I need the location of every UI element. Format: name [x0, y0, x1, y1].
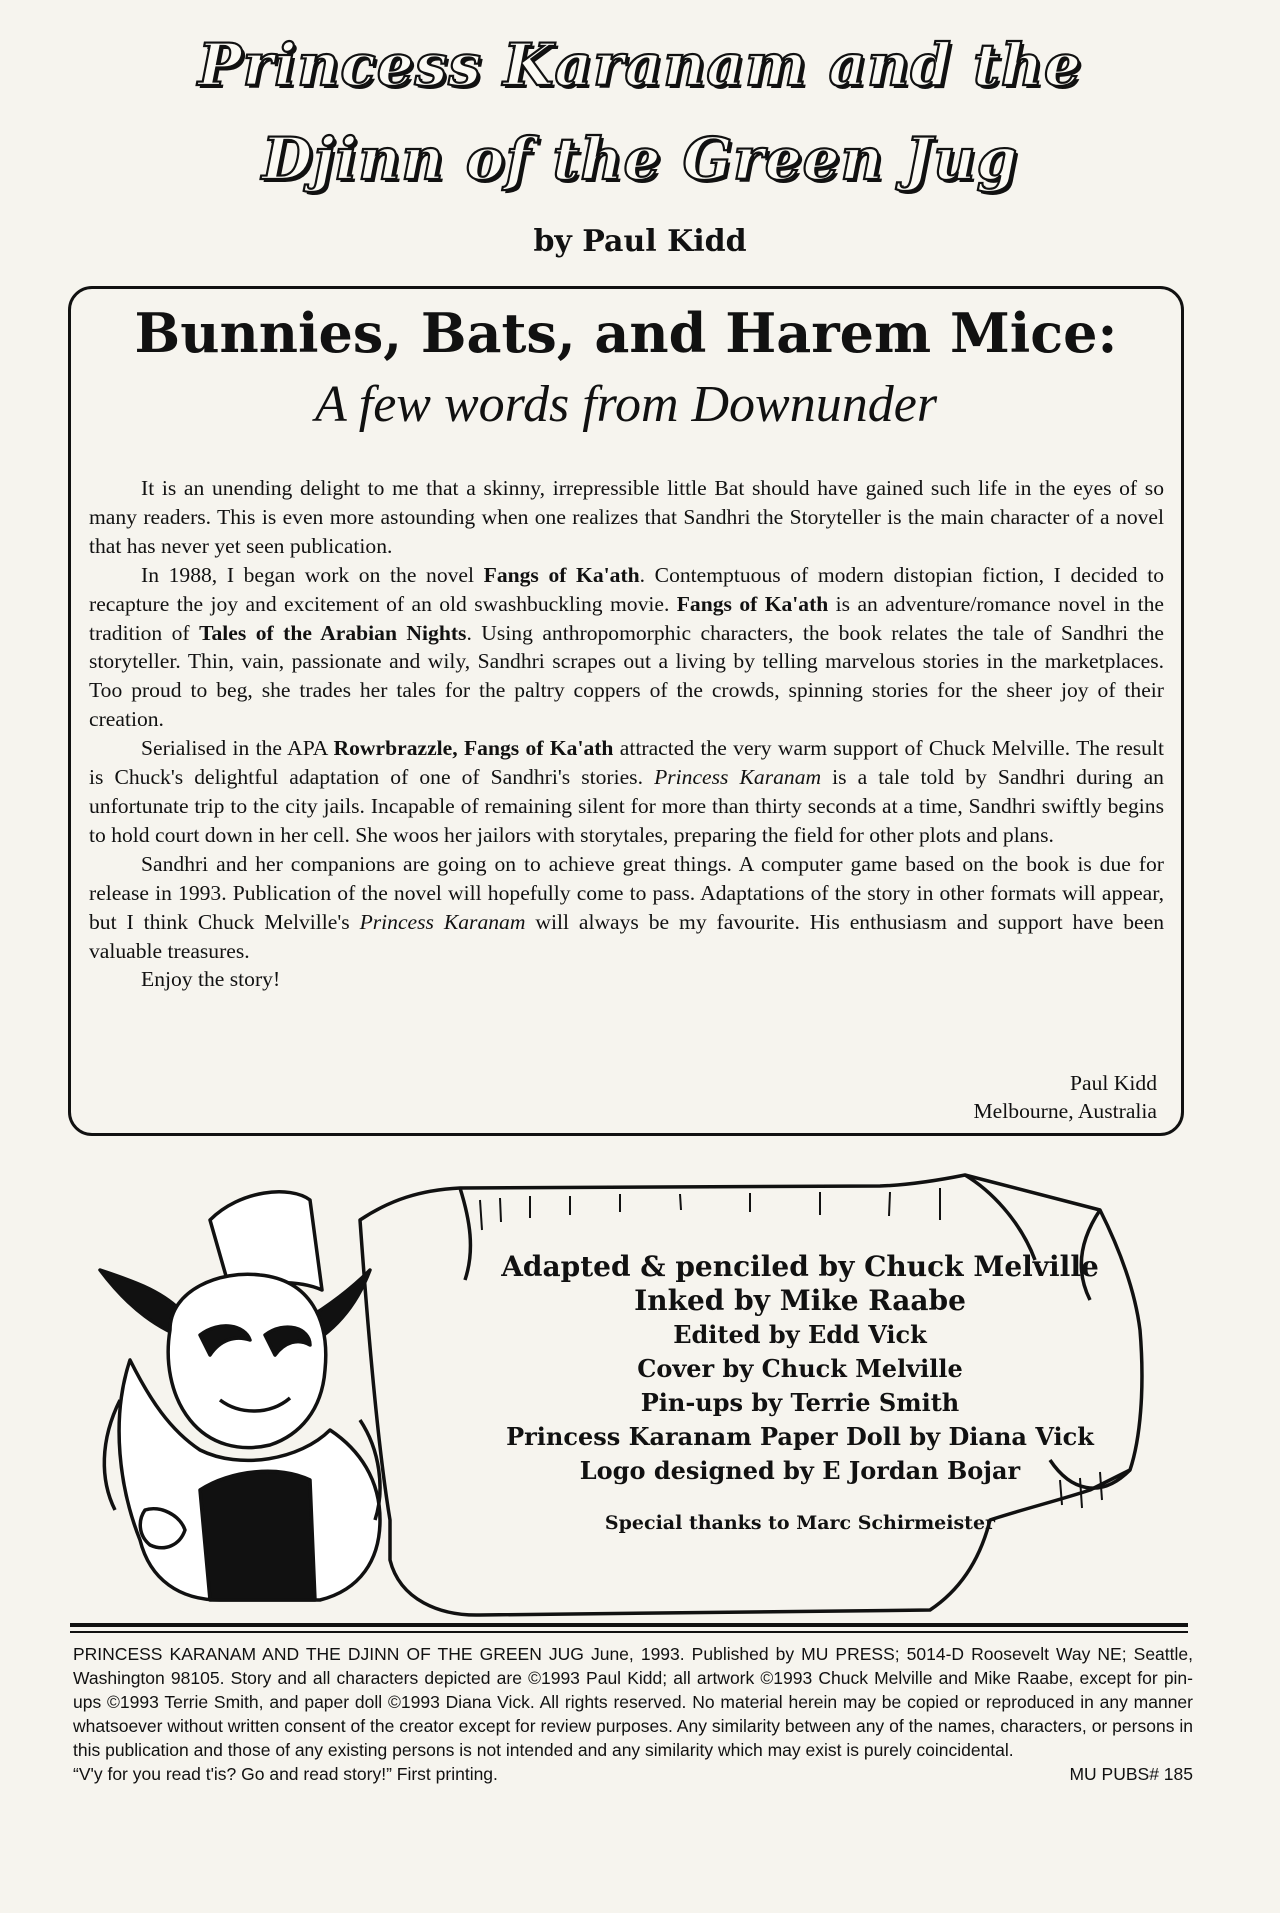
foreword-body: [89, 474, 1164, 994]
title-line-1: Princess Karanam and the: [198, 31, 1082, 99]
signature: [973, 1069, 1157, 1125]
credit-inked: Inked by Mike Raabe: [634, 1284, 966, 1317]
indicia: [73, 1642, 1193, 1786]
credit-paper-doll: Princess Karanam Paper Doll by Diana Vick: [506, 1422, 1094, 1451]
title-line-2: Djinn of the Green Jug: [261, 125, 1019, 193]
bat-character-illustration: [100, 1192, 380, 1600]
signature-place: Melbourne, Australia: [973, 1099, 1157, 1123]
divider-thin: [70, 1631, 1188, 1633]
credit-logo: Logo designed by E Jordan Bojar: [579, 1456, 1021, 1485]
indicia-tagline: “V'y for you read t'is? Go and read story!” First printing.: [73, 1764, 498, 1784]
credits-block: [470, 1250, 1130, 1540]
indicia-text: PRINCESS KARANAM AND THE DJINN OF THE GREEN JUG June, 1993. Published by MU PRESS; 5014-D Roosevelt Way NE; Seattle, Washington 98105. Story and all characters depicted are ©1993 Paul Kidd; all artwork ©1993 Chuck Melville and Mike Raabe, except for pin-ups ©1993 Terrie Smith, and paper doll ©1993 Diana Vick. All rights reserved. No material herein may be copied or reproduced in any manner whatsoever without written consent of the creator except for review purposes. Any similarity between any of the names, characters, or persons in this publication and those of any existing persons is not intended and any similarity which may exist is purely coincidental.: [73, 1644, 1193, 1760]
indicia-pub-number: MU PUBS# 185: [1069, 1764, 1193, 1784]
paragraph-2: In 1988, I began work on the novel Fangs of Ka'ath. Contemptuous of modern distopian fiction, I decided to recapture the joy and excitement of an old swashbuckling movie. Fangs of Ka'ath is an adventure/romance novel in the tradition of Tales of the Arabian Nights. Using anthropomorphic characters, the book relates the tale of Sandhri the storyteller. Thin, vain, passionate and wily, Sandhri scrapes out a living by telling marvelous stories in the marketplaces. Too proud to beg, she trades her tales for the paltry coppers of the crowds, spinning stories for the sheer joy of their creation.: [89, 562, 1165, 732]
paragraph-4: Sandhri and her companions are going on to achieve great things. A computer game based on the book is due for release in 1993. Publication of the novel will hopefully come to pass. Adaptations of the story in other formats will appear, but I think Chuck Melville's Princess Karanam will always be my favourite. His enthusiasm and support have been valuable treasures.: [89, 851, 1164, 963]
foreword-heading: Bunnies, Bats, and Harem Mice:: [134, 301, 1118, 365]
indicia-last-line: [73, 1762, 1193, 1786]
divider-thick: [70, 1623, 1188, 1627]
foreword-subheading: A few words from Downunder: [314, 376, 938, 433]
credit-pinups: Pin-ups by Terrie Smith: [640, 1388, 960, 1417]
paragraph-3: Serialised in the APA Rowrbrazzle, Fangs of Ka'ath attracted the very warm support of Chuck Melville. The result is Chuck's delightful adaptation of one of Sandhri's stories. Princess Karanam is a tale told by Sandhri during an unfortunate trip to the city jails. Incapable of remaining silent for more than thirty seconds at a time, Sandhri swiftly begins to hold court down in her cell. She woos her jailors with storytales, preparing the field for other plots and plans.: [89, 736, 1164, 847]
byline: by Paul Kidd: [533, 224, 747, 259]
credit-adapted: Adapted & penciled by Chuck Melville: [501, 1250, 1099, 1283]
foreword-box: [68, 286, 1184, 1136]
credit-special-thanks: Special thanks to Marc Schirmeister: [604, 1512, 996, 1534]
credit-cover: Cover by Chuck Melville: [637, 1354, 963, 1383]
credit-edited: Edited by Edd Vick: [673, 1320, 927, 1349]
signature-name: Paul Kidd: [1070, 1071, 1157, 1095]
paragraph-1: It is an unending delight to me that a skinny, irrepressible little Bat should have gained such life in the eyes of so many readers. This is even more astounding when one realizes that Sandhri the Storyteller is the main character of a novel that has never yet seen publication.: [89, 476, 1164, 558]
paragraph-5: Enjoy the story!: [141, 967, 281, 992]
